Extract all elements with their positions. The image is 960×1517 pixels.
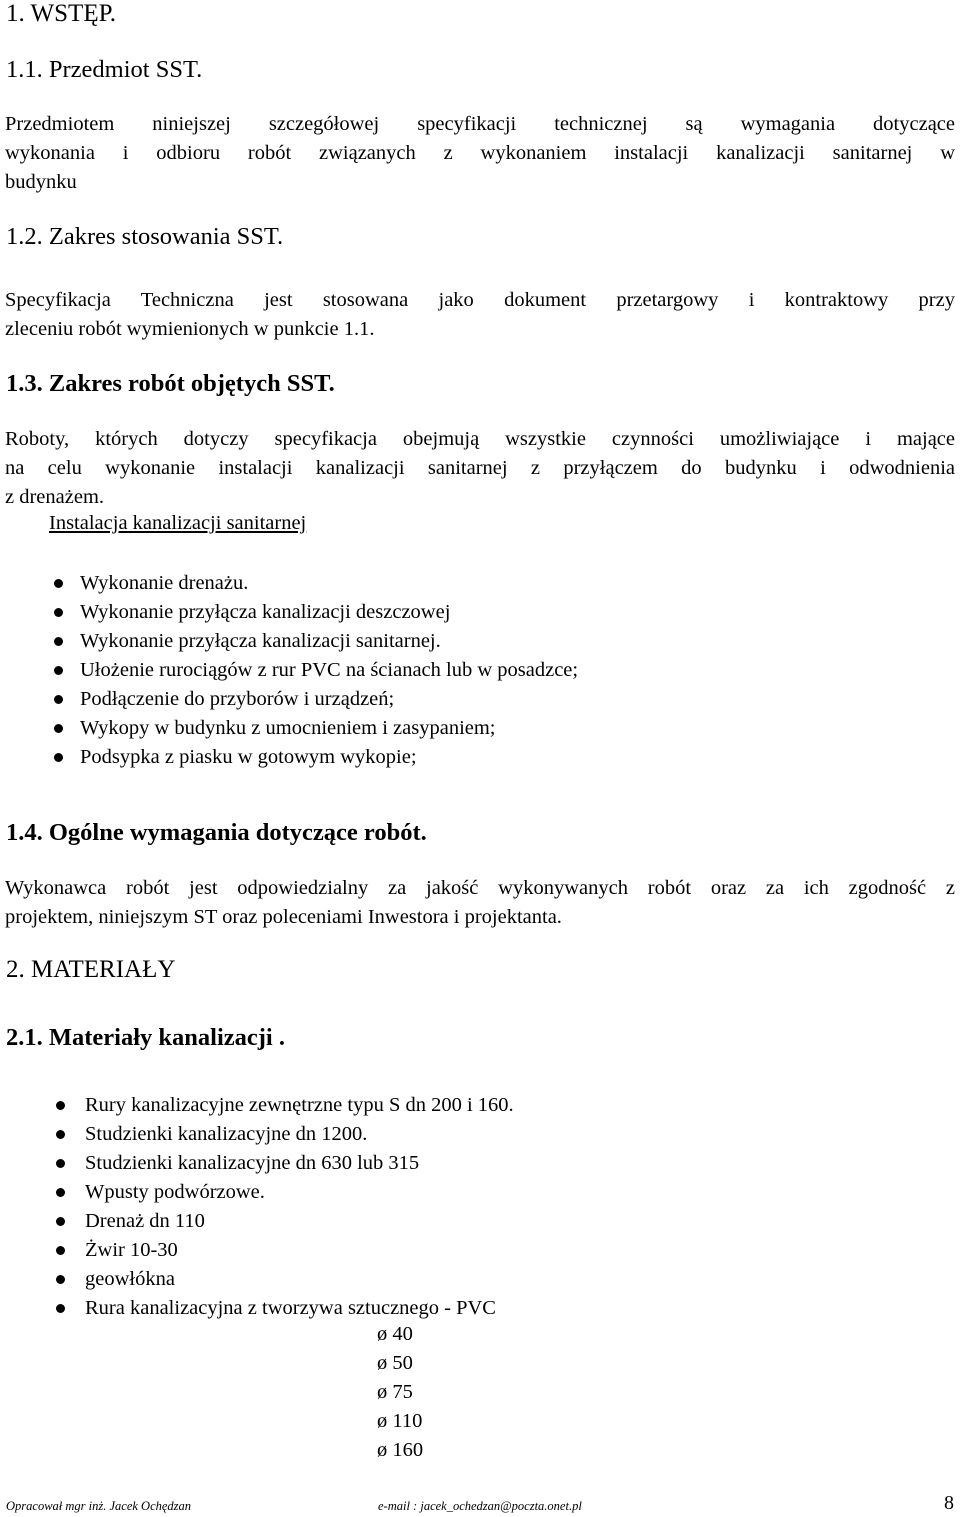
page-number: 8 bbox=[944, 1492, 954, 1514]
section-1-2-paragraph bbox=[5, 286, 955, 344]
section-1-3-heading: 1.3. Zakres robót objętych SST. bbox=[6, 370, 335, 397]
paragraph-line: z drenażem. bbox=[5, 486, 105, 508]
section-1-heading: 1. WSTĘP. bbox=[6, 0, 116, 27]
paragraph-line: Roboty, których dotyczy specyfikacja obejmują wszystkie czynności umożliwiające i mające bbox=[5, 428, 955, 450]
bullet-icon bbox=[54, 637, 63, 646]
bullet-icon bbox=[56, 1159, 65, 1168]
list-item: ø 40 bbox=[377, 1323, 413, 1345]
list-item: ø 110 bbox=[377, 1410, 423, 1432]
footer-author: Opracował mgr inż. Jacek Ochędzan bbox=[6, 1499, 192, 1513]
bullet-icon bbox=[54, 579, 63, 588]
footer-email: e-mail : jacek_ochedzan@poczta.onet.pl bbox=[378, 1499, 582, 1513]
bullet-icon bbox=[54, 724, 63, 733]
section-1-4-heading: 1.4. Ogólne wymagania dotyczące robót. bbox=[6, 819, 427, 846]
paragraph-line: na celu wykonanie instalacji kanalizacji sanitarnej z przyłączem do budynku i odwodnienia bbox=[5, 457, 955, 479]
bullet-icon bbox=[56, 1130, 65, 1139]
paragraph-line: wykonania i odbioru robót związanych z wykonaniem instalacji kanalizacji sanitarnej w bbox=[5, 142, 955, 164]
section-1-3-paragraph bbox=[5, 425, 955, 512]
bullet-icon bbox=[54, 695, 63, 704]
paragraph-line: Specyfikacja Techniczna jest stosowana jako dokument przetargowy i kontraktowy przy bbox=[5, 289, 955, 311]
bullet-icon bbox=[56, 1246, 65, 1255]
paragraph-line: zleceniu robót wymienionych w punkcie 1.1. bbox=[5, 318, 375, 340]
paragraph-line: Wykonawca robót jest odpowiedzialny za jakość wykonywanych robót oraz za ich zgodność z bbox=[5, 877, 955, 899]
document-page: 1. WSTĘP. 1.1. Przedmiot SST. Przedmiotem niniejszej szczegółowej specyfikacji technicznej są wymagania dotyczące wykonania i odbioru robót związanych z wykonaniem instalacji kanalizacji sanitarnej w budynku 1.2. Zakres stosowania SST. Specyfikacja Techniczna jest stosowana jako dokument przetargowy i kontraktowy przy zleceniu robót wymienionych w punkcie 1.1. 1.3. Zakres robót objętych SST. Roboty, których dotyczy specyfikacja obejmują wszystkie czynności umożliwiające i mające na celu wykonanie instalacji kanalizacji sanitarnej z przyłączem do budynku i odwodnienia z drenażem. Instalacja kanalizacji sanitarnej Wykonanie drenażu. Wykonanie przyłącza kanalizacji deszczowej Wykonanie przyłącza kanalizacji sanitarnej. Ułożenie rurociągów z rur PVC na ścianach lub w posadzce; Podłączenie do przyborów i urządzeń; Wykopy w budynku z umocnieniem i zasypaniem; Podsypka z piasku w gotowym wykopie; 1.4. Ogólne wymagania dotyczące robót. Wykonawca robót jest odpowiedzialny za jakość wykonywanych robót oraz za ich zgodność z projektem, niniejszym ST oraz poleceniami Inwestora i projektanta. 2. MATERIAŁY 2.1. Materiały kanalizacji . Rury kanalizacyjne zewnętrzne typu S dn 200 i 160. Studzienki kanalizacyjne dn 1200. Studzienki kanalizacyjne dn 630 lub 315 Wpusty podwórzowe. Drenaż dn 110 Żwir 10-30 geowłókna Rura kanalizacyjna z tworzywa sztucznego - PVC ø 40 ø 50 ø 75 ø 110 ø 160 Opracował mgr inż. Jacek Ochędzan e-mail : jacek_ochedzan@poczta.onet.pl 8 bbox=[5, 0, 955, 1514]
pvc-diameter-list bbox=[377, 1320, 423, 1465]
section-1-1-paragraph bbox=[5, 110, 955, 197]
section-1-2-heading: 1.2. Zakres stosowania SST. bbox=[6, 223, 284, 250]
bullet-icon bbox=[56, 1304, 65, 1313]
bullet-icon bbox=[54, 608, 63, 617]
bullet-icon bbox=[54, 666, 63, 675]
section-1-1-heading: 1.1. Przedmiot SST. bbox=[6, 56, 203, 83]
paragraph-line: projektem, niniejszym ST oraz poleceniami Inwestora i projektanta. bbox=[5, 906, 562, 928]
section-1-3-subtitle: Instalacja kanalizacji sanitarnej bbox=[49, 512, 307, 534]
section-2-1-heading: 2.1. Materiały kanalizacji . bbox=[6, 1024, 285, 1051]
section-2-heading: 2. MATERIAŁY bbox=[6, 956, 176, 983]
bullet-icon bbox=[56, 1188, 65, 1197]
bullet-icon bbox=[56, 1101, 65, 1110]
paragraph-line: Przedmiotem niniejszej szczegółowej specyfikacji technicznej są wymagania dotyczące bbox=[5, 113, 955, 135]
list-item: ø 50 bbox=[377, 1352, 413, 1374]
list-item: ø 75 bbox=[377, 1381, 413, 1403]
bullet-icon bbox=[56, 1217, 65, 1226]
bullet-icon bbox=[54, 753, 63, 762]
list-item: ø 160 bbox=[377, 1439, 424, 1461]
bullet-icon bbox=[56, 1275, 65, 1284]
paragraph-line: budynku bbox=[5, 171, 77, 193]
section-1-4-paragraph bbox=[5, 874, 955, 932]
